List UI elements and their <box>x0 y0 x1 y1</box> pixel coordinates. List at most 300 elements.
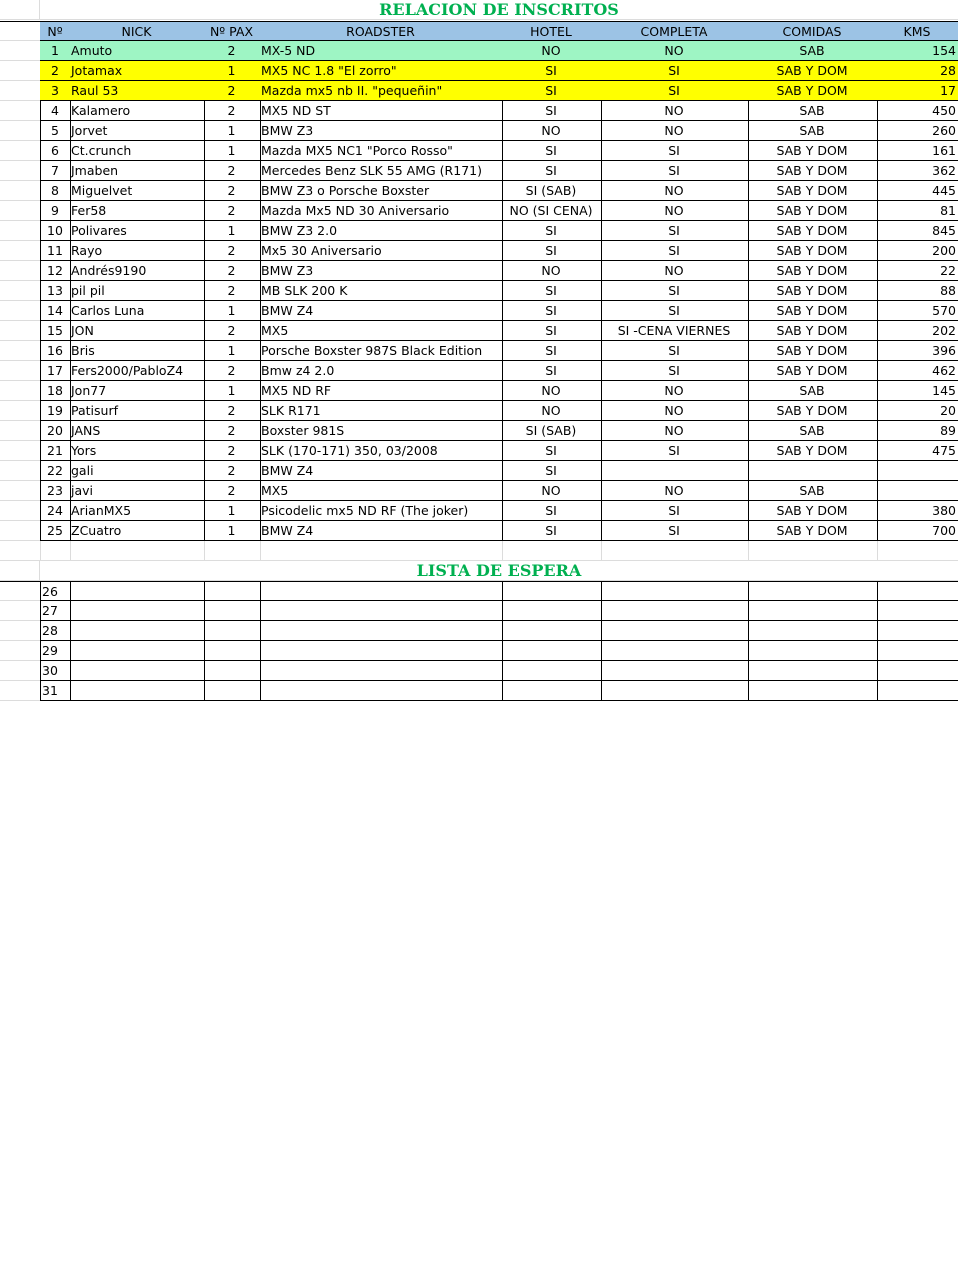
comidas-cell[interactable]: SAB Y DOM <box>747 181 878 201</box>
empty-cell[interactable] <box>876 681 958 701</box>
empty-cell[interactable] <box>876 541 958 561</box>
kms-cell[interactable]: 362 <box>876 161 958 181</box>
pax-cell[interactable]: 2 <box>203 201 261 221</box>
nick-cell[interactable]: Andrés9190 <box>69 261 205 281</box>
row-lead-cell[interactable] <box>0 321 41 341</box>
roadster-cell[interactable]: Mazda MX5 NC1 "Porco Rosso" <box>259 141 503 161</box>
roadster-cell[interactable]: BMW Z4 <box>259 521 503 541</box>
row-number-cell[interactable]: 22 <box>40 461 71 481</box>
row-number-cell[interactable]: 28 <box>40 621 71 641</box>
completa-cell[interactable] <box>600 461 749 481</box>
comidas-cell[interactable]: SAB Y DOM <box>747 401 878 421</box>
comidas-cell[interactable]: SAB Y DOM <box>747 81 878 101</box>
nick-cell[interactable]: Jorvet <box>69 121 205 141</box>
row-number-cell[interactable]: 17 <box>40 361 71 381</box>
empty-cell[interactable] <box>876 661 958 681</box>
pax-cell[interactable]: 2 <box>203 441 261 461</box>
kms-cell[interactable]: 145 <box>876 381 958 401</box>
empty-cell[interactable] <box>747 641 878 661</box>
column-header[interactable]: Nº <box>40 21 71 41</box>
empty-cell[interactable] <box>747 581 878 601</box>
pax-cell[interactable]: 2 <box>203 241 261 261</box>
empty-cell[interactable] <box>259 641 503 661</box>
pax-cell[interactable]: 2 <box>203 461 261 481</box>
row-lead-cell[interactable] <box>0 401 41 421</box>
kms-cell[interactable]: 462 <box>876 361 958 381</box>
row-lead-cell[interactable] <box>0 641 41 661</box>
completa-cell[interactable]: NO <box>600 381 749 401</box>
completa-cell[interactable]: NO <box>600 481 749 501</box>
roadster-cell[interactable]: Boxster 981S <box>259 421 503 441</box>
completa-cell[interactable]: SI <box>600 361 749 381</box>
kms-cell[interactable]: 200 <box>876 241 958 261</box>
nick-cell[interactable]: Amuto <box>69 41 205 61</box>
row-lead-cell[interactable] <box>0 221 41 241</box>
hotel-cell[interactable]: SI <box>501 101 602 121</box>
completa-cell[interactable]: SI <box>600 141 749 161</box>
row-lead-cell[interactable] <box>0 201 41 221</box>
empty-cell[interactable] <box>747 681 878 701</box>
empty-cell[interactable] <box>501 661 602 681</box>
row-number-cell[interactable]: 6 <box>40 141 71 161</box>
empty-cell[interactable] <box>203 641 261 661</box>
hotel-cell[interactable]: NO <box>501 401 602 421</box>
row-number-cell[interactable]: 8 <box>40 181 71 201</box>
roadster-cell[interactable]: BMW Z4 <box>259 461 503 481</box>
row-lead-cell[interactable] <box>0 161 41 181</box>
hotel-cell[interactable]: SI <box>501 441 602 461</box>
nick-cell[interactable]: Polivares <box>69 221 205 241</box>
kms-cell[interactable]: 396 <box>876 341 958 361</box>
row-lead-cell[interactable] <box>0 181 41 201</box>
hotel-cell[interactable]: SI <box>501 141 602 161</box>
hotel-cell[interactable]: NO <box>501 481 602 501</box>
nick-cell[interactable]: Jon77 <box>69 381 205 401</box>
hotel-cell[interactable]: NO <box>501 261 602 281</box>
hotel-cell[interactable]: NO (SI CENA) <box>501 201 602 221</box>
row-lead-cell[interactable] <box>0 0 40 20</box>
row-number-cell[interactable]: 14 <box>40 301 71 321</box>
kms-cell[interactable]: 450 <box>876 101 958 121</box>
empty-cell[interactable] <box>876 601 958 621</box>
row-lead-cell[interactable] <box>0 361 41 381</box>
empty-cell[interactable] <box>600 641 749 661</box>
empty-cell[interactable] <box>259 581 503 601</box>
row-lead-cell[interactable] <box>0 501 41 521</box>
kms-cell[interactable]: 161 <box>876 141 958 161</box>
comidas-cell[interactable]: SAB Y DOM <box>747 321 878 341</box>
row-number-cell[interactable]: 30 <box>40 661 71 681</box>
pax-cell[interactable]: 2 <box>203 421 261 441</box>
empty-cell[interactable] <box>501 621 602 641</box>
roadster-cell[interactable]: BMW Z3 <box>259 261 503 281</box>
empty-cell[interactable] <box>501 541 602 561</box>
column-header[interactable]: Nº PAX <box>203 21 261 41</box>
comidas-cell[interactable]: SAB Y DOM <box>747 521 878 541</box>
kms-cell[interactable]: 260 <box>876 121 958 141</box>
hotel-cell[interactable]: SI <box>501 161 602 181</box>
row-number-cell[interactable]: 1 <box>40 41 71 61</box>
nick-cell[interactable]: Raul 53 <box>69 81 205 101</box>
row-number-cell[interactable]: 21 <box>40 441 71 461</box>
hotel-cell[interactable]: SI <box>501 501 602 521</box>
roadster-cell[interactable]: BMW Z3 2.0 <box>259 221 503 241</box>
roadster-cell[interactable]: MX5 <box>259 321 503 341</box>
pax-cell[interactable]: 1 <box>203 61 261 81</box>
empty-cell[interactable] <box>259 661 503 681</box>
completa-cell[interactable]: SI <box>600 281 749 301</box>
row-number-cell[interactable]: 2 <box>40 61 71 81</box>
row-number-cell[interactable]: 7 <box>40 161 71 181</box>
pax-cell[interactable]: 2 <box>203 481 261 501</box>
row-number-cell[interactable]: 11 <box>40 241 71 261</box>
nick-cell[interactable]: Ct.crunch <box>69 141 205 161</box>
hotel-cell[interactable]: SI <box>501 341 602 361</box>
comidas-cell[interactable]: SAB Y DOM <box>747 441 878 461</box>
pax-cell[interactable]: 2 <box>203 181 261 201</box>
roadster-cell[interactable]: Psicodelic mx5 ND RF (The joker) <box>259 501 503 521</box>
empty-cell[interactable] <box>69 581 205 601</box>
roadster-cell[interactable]: MX5 <box>259 481 503 501</box>
empty-cell[interactable] <box>203 681 261 701</box>
hotel-cell[interactable]: SI (SAB) <box>501 421 602 441</box>
row-number-cell[interactable]: 12 <box>40 261 71 281</box>
nick-cell[interactable]: Jotamax <box>69 61 205 81</box>
row-lead-cell[interactable] <box>0 121 41 141</box>
empty-cell[interactable] <box>203 541 261 561</box>
completa-cell[interactable]: SI <box>600 501 749 521</box>
hotel-cell[interactable]: SI (SAB) <box>501 181 602 201</box>
kms-cell[interactable]: 845 <box>876 221 958 241</box>
empty-cell[interactable] <box>501 601 602 621</box>
completa-cell[interactable]: NO <box>600 201 749 221</box>
row-lead-cell[interactable] <box>0 101 41 121</box>
empty-cell[interactable] <box>747 601 878 621</box>
hotel-cell[interactable]: SI <box>501 461 602 481</box>
comidas-cell[interactable] <box>747 461 878 481</box>
empty-cell[interactable] <box>876 641 958 661</box>
comidas-cell[interactable]: SAB Y DOM <box>747 281 878 301</box>
empty-cell[interactable] <box>203 661 261 681</box>
row-lead-cell[interactable] <box>0 341 41 361</box>
completa-cell[interactable]: SI <box>600 61 749 81</box>
comidas-cell[interactable]: SAB <box>747 121 878 141</box>
comidas-cell[interactable]: SAB <box>747 41 878 61</box>
nick-cell[interactable]: Miguelvet <box>69 181 205 201</box>
pax-cell[interactable]: 1 <box>203 301 261 321</box>
comidas-cell[interactable]: SAB Y DOM <box>747 501 878 521</box>
row-lead-cell[interactable] <box>0 81 41 101</box>
row-number-cell[interactable]: 26 <box>40 581 71 601</box>
hotel-cell[interactable]: NO <box>501 41 602 61</box>
row-lead-cell[interactable] <box>0 261 41 281</box>
row-number-cell[interactable]: 25 <box>40 521 71 541</box>
row-number-cell[interactable]: 31 <box>40 681 71 701</box>
empty-cell[interactable] <box>501 681 602 701</box>
comidas-cell[interactable]: SAB <box>747 481 878 501</box>
column-header[interactable]: HOTEL <box>501 21 602 41</box>
nick-cell[interactable]: JON <box>69 321 205 341</box>
row-lead-cell[interactable] <box>0 521 41 541</box>
hotel-cell[interactable]: SI <box>501 301 602 321</box>
pax-cell[interactable]: 2 <box>203 401 261 421</box>
roadster-cell[interactable]: MX5 ND ST <box>259 101 503 121</box>
hotel-cell[interactable]: SI <box>501 361 602 381</box>
kms-cell[interactable]: 88 <box>876 281 958 301</box>
row-number-cell[interactable]: 10 <box>40 221 71 241</box>
comidas-cell[interactable]: SAB Y DOM <box>747 341 878 361</box>
nick-cell[interactable]: Fers2000/PabloZ4 <box>69 361 205 381</box>
hotel-cell[interactable]: SI <box>501 521 602 541</box>
empty-cell[interactable] <box>69 621 205 641</box>
row-lead-cell[interactable] <box>0 561 40 581</box>
row-number-cell[interactable]: 19 <box>40 401 71 421</box>
roadster-cell[interactable]: MB SLK 200 K <box>259 281 503 301</box>
empty-cell[interactable] <box>40 541 71 561</box>
hotel-cell[interactable]: NO <box>501 121 602 141</box>
pax-cell[interactable]: 2 <box>203 101 261 121</box>
pax-cell[interactable]: 2 <box>203 161 261 181</box>
empty-cell[interactable] <box>600 541 749 561</box>
row-lead-cell[interactable] <box>0 681 41 701</box>
kms-cell[interactable] <box>876 481 958 501</box>
row-lead-cell[interactable] <box>0 301 41 321</box>
row-lead-cell[interactable] <box>0 381 41 401</box>
nick-cell[interactable]: Jmaben <box>69 161 205 181</box>
empty-cell[interactable] <box>203 581 261 601</box>
row-number-cell[interactable]: 5 <box>40 121 71 141</box>
row-number-cell[interactable]: 18 <box>40 381 71 401</box>
comidas-cell[interactable]: SAB <box>747 381 878 401</box>
pax-cell[interactable]: 1 <box>203 221 261 241</box>
hotel-cell[interactable]: SI <box>501 81 602 101</box>
pax-cell[interactable]: 1 <box>203 121 261 141</box>
pax-cell[interactable]: 1 <box>203 141 261 161</box>
completa-cell[interactable]: NO <box>600 101 749 121</box>
comidas-cell[interactable]: SAB <box>747 421 878 441</box>
completa-cell[interactable]: NO <box>600 121 749 141</box>
pax-cell[interactable]: 1 <box>203 521 261 541</box>
empty-cell[interactable] <box>259 541 503 561</box>
empty-cell[interactable] <box>69 681 205 701</box>
empty-cell[interactable] <box>203 621 261 641</box>
empty-cell[interactable] <box>747 541 878 561</box>
empty-cell[interactable] <box>876 581 958 601</box>
row-number-cell[interactable]: 24 <box>40 501 71 521</box>
row-lead-cell[interactable] <box>0 461 41 481</box>
comidas-cell[interactable]: SAB <box>747 101 878 121</box>
completa-cell[interactable]: SI <box>600 301 749 321</box>
nick-cell[interactable]: ZCuatro <box>69 521 205 541</box>
nick-cell[interactable]: Rayo <box>69 241 205 261</box>
row-number-cell[interactable]: 16 <box>40 341 71 361</box>
row-lead-cell[interactable] <box>0 621 41 641</box>
completa-cell[interactable]: NO <box>600 401 749 421</box>
roadster-cell[interactable]: Porsche Boxster 987S Black Edition <box>259 341 503 361</box>
kms-cell[interactable]: 380 <box>876 501 958 521</box>
roadster-cell[interactable]: SLK R171 <box>259 401 503 421</box>
row-lead-cell[interactable] <box>0 421 41 441</box>
table-row <box>0 381 958 401</box>
empty-cell[interactable] <box>69 541 205 561</box>
comidas-cell[interactable]: SAB Y DOM <box>747 221 878 241</box>
hotel-cell[interactable]: NO <box>501 381 602 401</box>
comidas-cell[interactable]: SAB Y DOM <box>747 261 878 281</box>
roadster-cell[interactable]: MX5 ND RF <box>259 381 503 401</box>
nick-cell[interactable]: Bris <box>69 341 205 361</box>
roadster-cell[interactable]: BMW Z3 o Porsche Boxster <box>259 181 503 201</box>
roadster-cell[interactable]: MX-5 ND <box>259 41 503 61</box>
comidas-cell[interactable]: SAB Y DOM <box>747 301 878 321</box>
comidas-cell[interactable]: SAB Y DOM <box>747 61 878 81</box>
empty-cell[interactable] <box>0 541 41 561</box>
row-number-cell[interactable]: 4 <box>40 101 71 121</box>
completa-cell[interactable]: SI <box>600 81 749 101</box>
kms-cell[interactable]: 17 <box>876 81 958 101</box>
kms-cell[interactable]: 445 <box>876 181 958 201</box>
pax-cell[interactable]: 1 <box>203 381 261 401</box>
row-number-cell[interactable]: 15 <box>40 321 71 341</box>
row-lead-cell[interactable] <box>0 481 41 501</box>
completa-cell[interactable]: SI -CENA VIERNES <box>600 321 749 341</box>
kms-cell[interactable]: 81 <box>876 201 958 221</box>
roadster-cell[interactable]: BMW Z4 <box>259 301 503 321</box>
kms-cell[interactable]: 475 <box>876 441 958 461</box>
kms-cell[interactable]: 154 <box>876 41 958 61</box>
roadster-cell[interactable]: MX5 NC 1.8 "El zorro" <box>259 61 503 81</box>
empty-cell[interactable] <box>69 641 205 661</box>
row-lead-cell[interactable] <box>0 241 41 261</box>
roadster-cell[interactable]: Mercedes Benz SLK 55 AMG (R171) <box>259 161 503 181</box>
row-number-cell[interactable]: 13 <box>40 281 71 301</box>
pax-cell[interactable]: 1 <box>203 341 261 361</box>
roadster-cell[interactable]: SLK (170-171) 350, 03/2008 <box>259 441 503 461</box>
kms-cell[interactable]: 700 <box>876 521 958 541</box>
completa-cell[interactable]: NO <box>600 41 749 61</box>
completa-cell[interactable]: NO <box>600 261 749 281</box>
empty-cell[interactable] <box>600 581 749 601</box>
hotel-cell[interactable]: SI <box>501 61 602 81</box>
kms-cell[interactable]: 20 <box>876 401 958 421</box>
completa-cell[interactable]: SI <box>600 521 749 541</box>
completa-cell[interactable]: SI <box>600 221 749 241</box>
row-number-cell[interactable]: 23 <box>40 481 71 501</box>
nick-cell[interactable]: JANS <box>69 421 205 441</box>
kms-cell[interactable]: 28 <box>876 61 958 81</box>
kms-cell[interactable]: 89 <box>876 421 958 441</box>
row-lead-cell[interactable] <box>0 581 41 601</box>
nick-cell[interactable]: Fer58 <box>69 201 205 221</box>
column-header[interactable]: ROADSTER <box>259 21 503 41</box>
kms-cell[interactable]: 202 <box>876 321 958 341</box>
comidas-cell[interactable]: SAB Y DOM <box>747 241 878 261</box>
pax-cell[interactable]: 1 <box>203 501 261 521</box>
pax-cell[interactable]: 2 <box>203 361 261 381</box>
row-lead-cell[interactable] <box>0 281 41 301</box>
pax-cell[interactable]: 2 <box>203 41 261 61</box>
nick-cell[interactable]: Kalamero <box>69 101 205 121</box>
nick-cell[interactable]: Carlos Luna <box>69 301 205 321</box>
nick-cell[interactable]: Patisurf <box>69 401 205 421</box>
roadster-cell[interactable]: Mx5 30 Aniversario <box>259 241 503 261</box>
empty-cell[interactable] <box>203 601 261 621</box>
empty-cell[interactable] <box>600 601 749 621</box>
empty-cell[interactable] <box>259 681 503 701</box>
hotel-cell[interactable]: SI <box>501 281 602 301</box>
row-number-cell[interactable]: 29 <box>40 641 71 661</box>
pax-cell[interactable]: 2 <box>203 321 261 341</box>
empty-cell[interactable] <box>69 601 205 621</box>
completa-cell[interactable]: NO <box>600 181 749 201</box>
empty-cell[interactable] <box>747 621 878 641</box>
comidas-cell[interactable]: SAB Y DOM <box>747 141 878 161</box>
completa-cell[interactable]: SI <box>600 241 749 261</box>
column-header[interactable]: NICK <box>69 21 205 41</box>
row-number-cell[interactable]: 20 <box>40 421 71 441</box>
row-lead-cell[interactable] <box>0 21 41 41</box>
nick-cell[interactable]: pil pil <box>69 281 205 301</box>
empty-cell[interactable] <box>501 641 602 661</box>
nick-cell[interactable]: Yors <box>69 441 205 461</box>
row-number-cell[interactable]: 27 <box>40 601 71 621</box>
empty-cell[interactable] <box>69 661 205 681</box>
comidas-cell[interactable]: SAB Y DOM <box>747 361 878 381</box>
pax-cell[interactable]: 2 <box>203 261 261 281</box>
nick-cell[interactable]: gali <box>69 461 205 481</box>
comidas-cell[interactable]: SAB Y DOM <box>747 161 878 181</box>
row-lead-cell[interactable] <box>0 661 41 681</box>
empty-cell[interactable] <box>747 661 878 681</box>
comidas-cell[interactable]: SAB Y DOM <box>747 201 878 221</box>
pax-cell[interactable]: 2 <box>203 81 261 101</box>
column-header[interactable]: COMIDAS <box>747 21 878 41</box>
roadster-cell[interactable]: BMW Z3 <box>259 121 503 141</box>
row-number-cell[interactable]: 9 <box>40 201 71 221</box>
row-lead-cell[interactable] <box>0 441 41 461</box>
pax-cell[interactable]: 2 <box>203 281 261 301</box>
hotel-cell[interactable]: SI <box>501 241 602 261</box>
kms-cell[interactable] <box>876 461 958 481</box>
empty-cell[interactable] <box>259 601 503 621</box>
empty-cell[interactable] <box>876 621 958 641</box>
roadster-cell[interactable]: Bmw z4 2.0 <box>259 361 503 381</box>
roadster-cell[interactable]: Mazda Mx5 ND 30 Aniversario <box>259 201 503 221</box>
hotel-cell[interactable]: SI <box>501 221 602 241</box>
row-lead-cell[interactable] <box>0 141 41 161</box>
empty-cell[interactable] <box>501 581 602 601</box>
empty-cell[interactable] <box>600 621 749 641</box>
empty-cell[interactable] <box>600 681 749 701</box>
completa-cell[interactable]: SI <box>600 441 749 461</box>
completa-cell[interactable]: SI <box>600 161 749 181</box>
completa-cell[interactable]: NO <box>600 421 749 441</box>
row-lead-cell[interactable] <box>0 601 41 621</box>
column-header[interactable]: KMS <box>876 21 958 41</box>
kms-cell[interactable]: 22 <box>876 261 958 281</box>
empty-cell[interactable] <box>600 661 749 681</box>
completa-cell[interactable]: SI <box>600 341 749 361</box>
empty-cell[interactable] <box>259 621 503 641</box>
kms-cell[interactable]: 570 <box>876 301 958 321</box>
row-lead-cell[interactable] <box>0 41 41 61</box>
nick-cell[interactable]: javi <box>69 481 205 501</box>
roadster-cell[interactable]: Mazda mx5 nb II. "pequeñin" <box>259 81 503 101</box>
row-lead-cell[interactable] <box>0 61 41 81</box>
column-header[interactable]: COMPLETA <box>600 21 749 41</box>
nick-cell[interactable]: ArianMX5 <box>69 501 205 521</box>
row-number-cell[interactable]: 3 <box>40 81 71 101</box>
hotel-cell[interactable]: SI <box>501 321 602 341</box>
